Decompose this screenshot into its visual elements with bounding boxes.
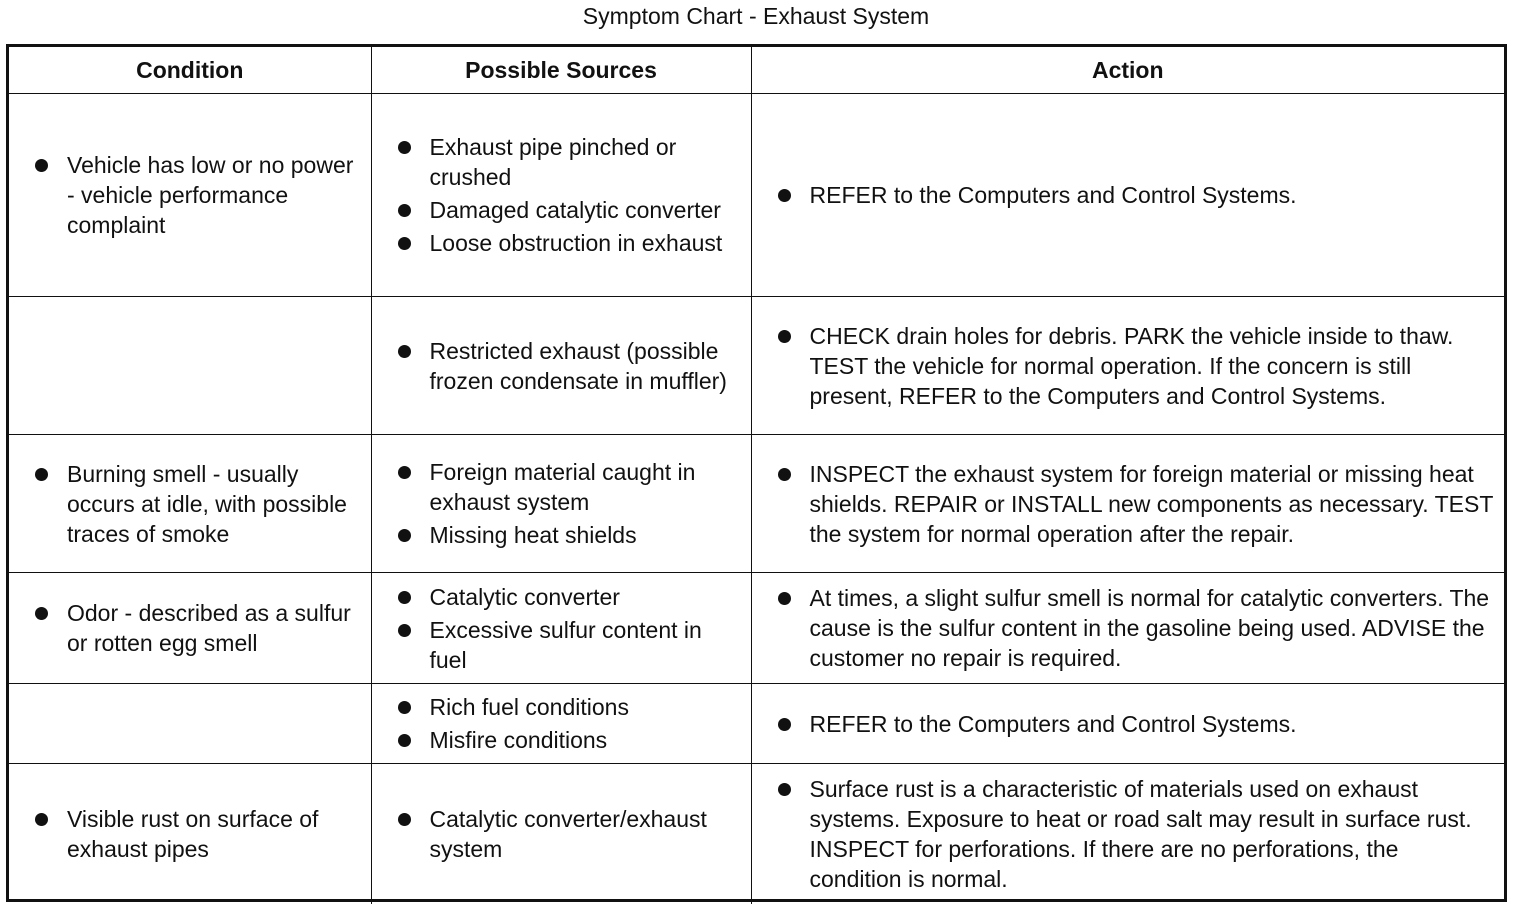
possible-sources-cell: [371, 764, 751, 904]
column-header-condition: Condition: [9, 47, 371, 94]
table-row: [9, 764, 1504, 904]
possible-sources-cell: [371, 573, 751, 684]
bullet-item: Surface rust is a characteristic of materials used on exhaust systems. Exposure to heat or road salt may result in surface rust. INSPECT for perforations. If there are no perforations, the condition is normal.: [772, 774, 1497, 894]
bullet-item: Visible rust on surface of exhaust pipes: [29, 804, 363, 864]
condition-cell: [9, 684, 371, 764]
bullet-list: [772, 459, 1497, 549]
bullet-item: Catalytic converter/exhaust system: [392, 804, 743, 864]
bullet-list: [772, 709, 1497, 739]
table-row: [9, 684, 1504, 764]
bullet-item: Foreign material caught in exhaust system: [392, 457, 743, 517]
action-cell: [751, 94, 1504, 297]
bullet-list: [772, 321, 1497, 411]
bullet-item: REFER to the Computers and Control Systems.: [772, 180, 1497, 210]
table-row: [9, 94, 1504, 297]
column-header-possible-sources: Possible Sources: [371, 47, 751, 94]
possible-sources-cell: [371, 94, 751, 297]
symptom-chart-table: [9, 47, 1504, 904]
column-header-action: Action: [751, 47, 1504, 94]
bullet-item: Missing heat shields: [392, 520, 743, 550]
action-cell: [751, 435, 1504, 573]
bullet-list: [29, 804, 363, 864]
bullet-list: [29, 150, 363, 240]
possible-sources-cell: [371, 435, 751, 573]
table-row: [9, 573, 1504, 684]
bullet-item: Loose obstruction in exhaust: [392, 228, 743, 258]
possible-sources-cell: [371, 684, 751, 764]
bullet-item: Misfire conditions: [392, 725, 743, 755]
bullet-item: Excessive sulfur content in fuel: [392, 615, 743, 675]
bullet-item: Exhaust pipe pinched or crushed: [392, 132, 743, 192]
bullet-item: Odor - described as a sulfur or rotten egg smell: [29, 598, 363, 658]
bullet-item: Burning smell - usually occurs at idle, with possible traces of smoke: [29, 459, 363, 549]
possible-sources-cell: [371, 297, 751, 435]
bullet-list: [29, 459, 363, 549]
action-cell: [751, 573, 1504, 684]
bullet-list: [392, 336, 743, 396]
bullet-item: Rich fuel conditions: [392, 692, 743, 722]
bullet-item: Damaged catalytic converter: [392, 195, 743, 225]
condition-cell: [9, 297, 371, 435]
table-row: [9, 297, 1504, 435]
action-cell: [751, 764, 1504, 904]
bullet-item: INSPECT the exhaust system for foreign material or missing heat shields. REPAIR or INSTALL new components as necessary. TEST the system for normal operation after the repair.: [772, 459, 1497, 549]
bullet-item: Vehicle has low or no power - vehicle performance complaint: [29, 150, 363, 240]
symptom-chart-table-frame: [6, 44, 1507, 902]
bullet-item: CHECK drain holes for debris. PARK the vehicle inside to thaw. TEST the vehicle for normal operation. If the concern is still present, REFER to the Computers and Control Systems.: [772, 321, 1497, 411]
bullet-list: [772, 180, 1497, 210]
bullet-item: Catalytic converter: [392, 582, 743, 612]
bullet-item: REFER to the Computers and Control Systems.: [772, 709, 1497, 739]
bullet-list: [392, 457, 743, 550]
bullet-list: [772, 583, 1497, 673]
condition-cell: [9, 573, 371, 684]
bullet-list: [392, 132, 743, 258]
condition-cell: [9, 435, 371, 573]
header-row: [9, 47, 1504, 94]
action-cell: [751, 297, 1504, 435]
condition-cell: [9, 764, 371, 904]
bullet-list: [29, 598, 363, 658]
condition-cell: [9, 94, 371, 297]
bullet-item: Restricted exhaust (possible frozen condensate in muffler): [392, 336, 743, 396]
bullet-item: At times, a slight sulfur smell is normal for catalytic converters. The cause is the sulfur content in the gasoline being used. ADVISE the customer no repair is required.: [772, 583, 1497, 673]
bullet-list: [392, 692, 743, 755]
bullet-list: [772, 774, 1497, 894]
table-row: [9, 435, 1504, 573]
bullet-list: [392, 582, 743, 675]
bullet-list: [392, 804, 743, 864]
action-cell: [751, 684, 1504, 764]
page-title: Symptom Chart - Exhaust System: [582, 3, 930, 29]
